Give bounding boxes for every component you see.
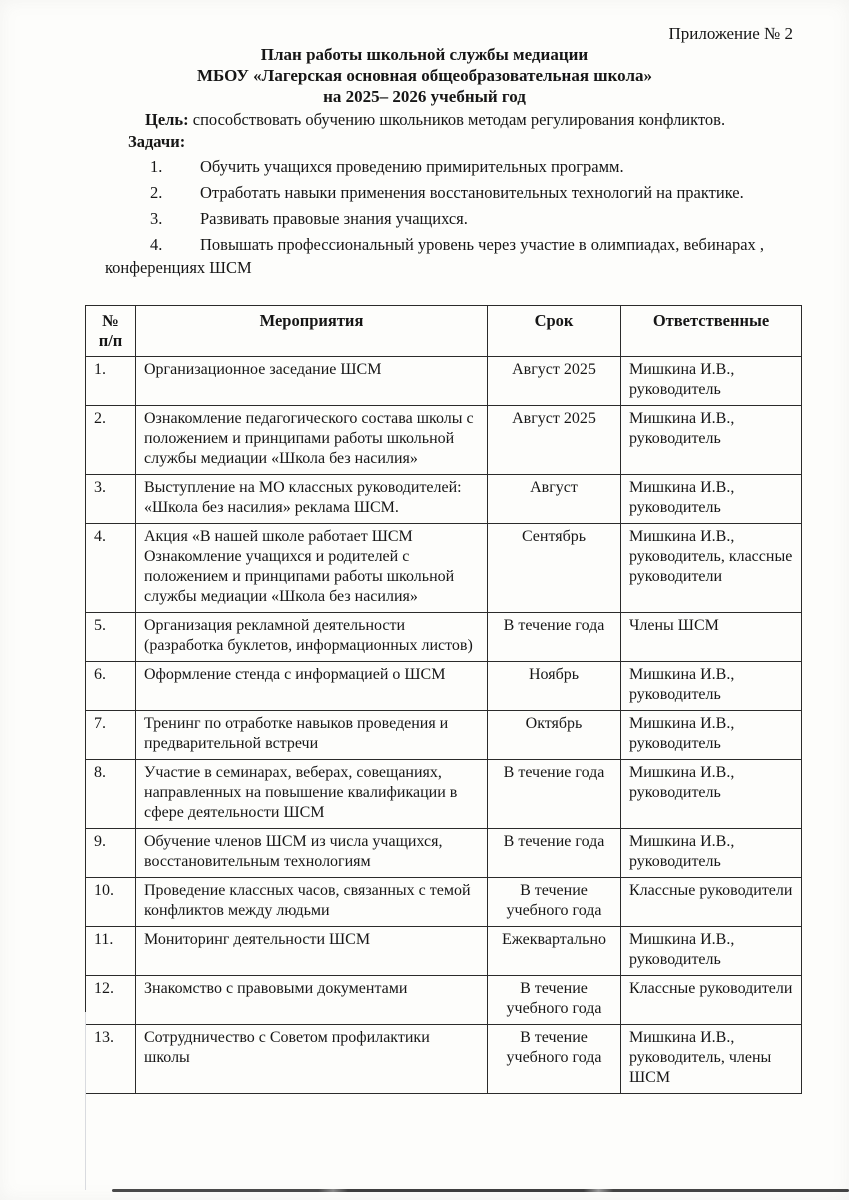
task-number: 3. <box>150 209 163 228</box>
table-row <box>86 613 802 662</box>
plan-table-header <box>86 306 802 357</box>
plan-table <box>85 305 802 1094</box>
scan-artifact-bottom-line <box>112 1189 849 1192</box>
appendix-label: Приложение № 2 <box>668 24 793 43</box>
task-number: 4. <box>150 235 163 254</box>
tasks-label: Задачи: <box>128 132 186 151</box>
cell-activity: Организационное заседание ШСМ <box>136 357 488 406</box>
table-row <box>86 829 802 878</box>
task-item-2 <box>105 181 809 204</box>
cell-responsible: Классные руководители <box>621 976 802 1025</box>
cell-term: Ежеквартально <box>488 927 621 976</box>
cell-term: В течение года <box>488 829 621 878</box>
cell-num: 3. <box>86 475 136 524</box>
cell-responsible: Мишкина И.В., руководитель <box>621 475 802 524</box>
title-line-3: на 2025– 2026 учебный год <box>323 87 526 106</box>
cell-term: Ноябрь <box>488 662 621 711</box>
header-cell-responsible: Ответственные <box>621 306 802 357</box>
cell-num: 1. <box>86 357 136 406</box>
table-row <box>86 406 802 475</box>
header-cell-activity: Мероприятия <box>136 306 488 357</box>
table-row <box>86 357 802 406</box>
cell-activity: Организация рекламной деятельности (разработка буклетов, информационных листов) <box>136 613 488 662</box>
table-row <box>86 475 802 524</box>
task-text: Отработать навыки применения восстановительных технологий на практике. <box>200 183 744 202</box>
cell-responsible: Мишкина И.В., руководитель <box>621 711 802 760</box>
cell-term: Сентябрь <box>488 524 621 613</box>
cell-term: В течение года <box>488 760 621 829</box>
task-item-1 <box>105 155 809 178</box>
table-row <box>86 711 802 760</box>
task-number: 1. <box>150 157 163 176</box>
cell-term: В течение учебного года <box>488 878 621 927</box>
cell-term: Октябрь <box>488 711 621 760</box>
cell-num: 11. <box>86 927 136 976</box>
title-line-2: МБОУ «Лагерская основная общеобразовательная школа» <box>197 66 652 85</box>
cell-activity: Проведение классных часов, связанных с темой конфликтов между людьми <box>136 878 488 927</box>
header-cell-term: Срок <box>488 306 621 357</box>
cell-responsible: Мишкина И.В., руководитель <box>621 760 802 829</box>
cell-responsible: Мишкина И.В., руководитель <box>621 406 802 475</box>
cell-activity: Участие в семинарах, веберах, совещаниях, направленных на повышение квалификации в сфере деятельности ШСМ <box>136 760 488 829</box>
cell-responsible: Мишкина И.В., руководитель <box>621 829 802 878</box>
cell-responsible: Мишкина И.В., руководитель, члены ШСМ <box>621 1025 802 1094</box>
goal-text: способствовать обучению школьников методам регулирования конфликтов. <box>192 110 726 129</box>
cell-num: 12. <box>86 976 136 1025</box>
header-num-bottom: п/п <box>98 331 123 350</box>
task-number: 2. <box>150 183 163 202</box>
task-text: Обучить учащихся проведению примирительных программ. <box>200 157 624 176</box>
goal-line <box>145 109 809 130</box>
cell-activity: Обучение членов ШСМ из числа учащихся, восстановительным технологиям <box>136 829 488 878</box>
cell-num: 7. <box>86 711 136 760</box>
task-item-3 <box>105 207 809 230</box>
cell-activity: Выступление на МО классных руководителей: «Школа без насилия» реклама ШСМ. <box>136 475 488 524</box>
cell-term: В течение года <box>488 613 621 662</box>
cell-responsible: Мишкина И.В., руководитель, классные руководители <box>621 524 802 613</box>
cell-responsible: Классные руководители <box>621 878 802 927</box>
table-row <box>86 524 802 613</box>
header-row <box>86 306 802 357</box>
cell-num: 13. <box>86 1025 136 1094</box>
cell-num: 10. <box>86 878 136 927</box>
cell-num: 4. <box>86 524 136 613</box>
cell-activity: Тренинг по отработке навыков проведения и предварительной встречи <box>136 711 488 760</box>
plan-table-body <box>86 357 802 1094</box>
table-row <box>86 878 802 927</box>
cell-activity: Акция «В нашей школе работает ШСМ Ознакомление учащихся и родителей с положением и принципами работы школьной службы медиации «Школа без насилия» <box>136 524 488 613</box>
cell-term: Август 2025 <box>488 357 621 406</box>
header-num-top: № <box>102 311 119 330</box>
task-item-4 <box>105 233 809 279</box>
cell-responsible: Мишкина И.В., руководитель <box>621 927 802 976</box>
task-text: Развивать правовые знания учащихся. <box>200 209 468 228</box>
cell-num: 9. <box>86 829 136 878</box>
cell-activity: Оформление стенда с информацией о ШСМ <box>136 662 488 711</box>
cell-responsible: Члены ШСМ <box>621 613 802 662</box>
scan-artifact-left-edge <box>85 1012 86 1190</box>
table-row <box>86 662 802 711</box>
cell-responsible: Мишкина И.В., руководитель <box>621 357 802 406</box>
cell-activity: Мониторинг деятельности ШСМ <box>136 927 488 976</box>
document-title <box>0 0 849 107</box>
task-text: Повышать профессиональный уровень через участие в олимпиадах, вебинарах , конференциях ШСМ <box>105 235 765 277</box>
cell-term: Август 2025 <box>488 406 621 475</box>
cell-activity: Сотрудничество с Советом профилактики школы <box>136 1025 488 1094</box>
cell-num: 2. <box>86 406 136 475</box>
cell-activity: Ознакомление педагогического состава школы с положением и принципами работы школьной службы медиации «Школа без насилия» <box>136 406 488 475</box>
title-line-1: План работы школьной службы медиации <box>260 45 589 64</box>
table-row <box>86 927 802 976</box>
header-cell-num <box>86 306 136 357</box>
cell-activity: Знакомство с правовыми документами <box>136 976 488 1025</box>
cell-term: В течение учебного года <box>488 976 621 1025</box>
goal-label: Цель: <box>145 110 189 129</box>
cell-responsible: Мишкина И.В., руководитель <box>621 662 802 711</box>
cell-num: 8. <box>86 760 136 829</box>
cell-num: 5. <box>86 613 136 662</box>
table-row <box>86 760 802 829</box>
table-row <box>86 1025 802 1094</box>
cell-term: Август <box>488 475 621 524</box>
table-row <box>86 976 802 1025</box>
cell-num: 6. <box>86 662 136 711</box>
cell-term: В течение учебного года <box>488 1025 621 1094</box>
